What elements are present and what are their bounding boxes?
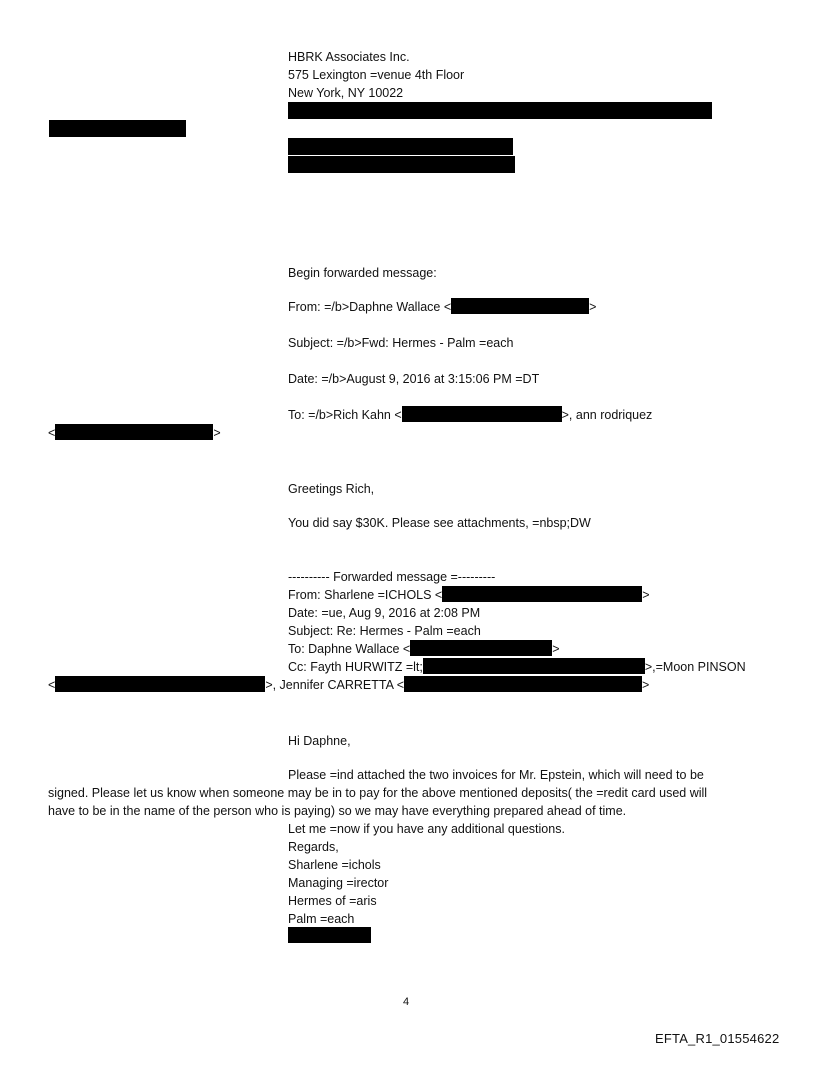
redaction-block [288, 102, 712, 119]
fwd-to-prefix: To: =/b>Rich Kahn < [288, 408, 402, 422]
begin-forwarded: Begin forwarded message: [288, 266, 437, 280]
redaction-block [288, 138, 513, 155]
sig-regards: Regards, [288, 840, 339, 854]
inner-to-prefix: To: Daphne Wallace < [288, 642, 411, 656]
inner-cc-mid: >,=Moon PINSON [644, 660, 746, 674]
sig-name: Sharlene =ichols [288, 858, 381, 872]
gt-bracket: > [552, 642, 560, 656]
fwd-from-close: > [589, 300, 597, 314]
body-p4: Let me =now if you have any additional questions. [288, 822, 565, 836]
redaction-block [402, 406, 562, 422]
page-number: 4 [403, 996, 410, 1008]
redaction-block [410, 640, 552, 656]
document-id: EFTA_R1_01554622 [655, 1031, 780, 1046]
lt-bracket: < [48, 678, 56, 692]
redaction-block [423, 658, 645, 674]
inner-from-prefix: From: Sharlene =ICHOLS < [288, 588, 443, 602]
gt-bracket: > [213, 426, 221, 440]
address-city: New York, NY 10022 [288, 86, 404, 100]
inner-separator: ---------- Forwarded message =--------- [288, 570, 496, 584]
address-street: 575 Lexington =venue 4th Floor [288, 68, 465, 82]
sig-company: Hermes of =aris [288, 894, 377, 908]
address-company: HBRK Associates Inc. [288, 50, 410, 64]
lt-bracket: < [48, 426, 56, 440]
fwd-to-suffix: >, ann rodriquez [561, 408, 653, 422]
redaction-block [288, 927, 371, 943]
body-p2: signed. Please let us know when someone may be in to pay for the above mentioned deposits( the =redit card used will [48, 786, 708, 800]
inner-cc2-mid: >, Jennifer CARRETTA < [265, 678, 405, 692]
body-p1: Please =ind attached the two invoices for Mr. Epstein, which will need to be [288, 768, 704, 782]
redaction-block [451, 298, 589, 314]
sig-title: Managing =irector [288, 876, 389, 890]
body-p3: have to be in the name of the person who is paying) so we may have everything prepared ahead of time. [48, 804, 627, 818]
gt-bracket: > [642, 588, 650, 602]
greeting-body: You did say $30K. Please see attachments, =nbsp;DW [288, 516, 591, 530]
gt-bracket: > [642, 678, 650, 692]
inner-from-line [288, 586, 650, 604]
redaction-block [404, 676, 642, 692]
body-hi: Hi Daphne, [288, 734, 351, 748]
greeting-line: Greetings Rich, [288, 482, 375, 496]
inner-to-line [288, 640, 560, 658]
fwd-from-prefix: From: =/b>Daphne Wallace < [288, 300, 452, 314]
fwd-from-line [288, 298, 596, 316]
inner-cc-cont [48, 676, 649, 694]
inner-date: Date: =ue, Aug 9, 2016 at 2:08 PM [288, 606, 481, 620]
redaction-block [55, 424, 213, 440]
inner-cc-line [288, 658, 746, 676]
inner-cc-prefix: Cc: Fayth HURWITZ =lt; [288, 660, 423, 674]
fwd-subject: Subject: =/b>Fwd: Hermes - Palm =each [288, 336, 514, 350]
inner-subject: Subject: Re: Hermes - Palm =each [288, 624, 481, 638]
redaction-block [442, 586, 642, 602]
fwd-to-cont [48, 424, 221, 442]
redaction-block [55, 676, 265, 692]
redaction-block [288, 156, 515, 173]
fwd-to-line [288, 406, 652, 424]
sig-location: Palm =each [288, 912, 355, 926]
fwd-date: Date: =/b>August 9, 2016 at 3:15:06 PM =DT [288, 372, 540, 386]
redaction-block [49, 120, 186, 137]
